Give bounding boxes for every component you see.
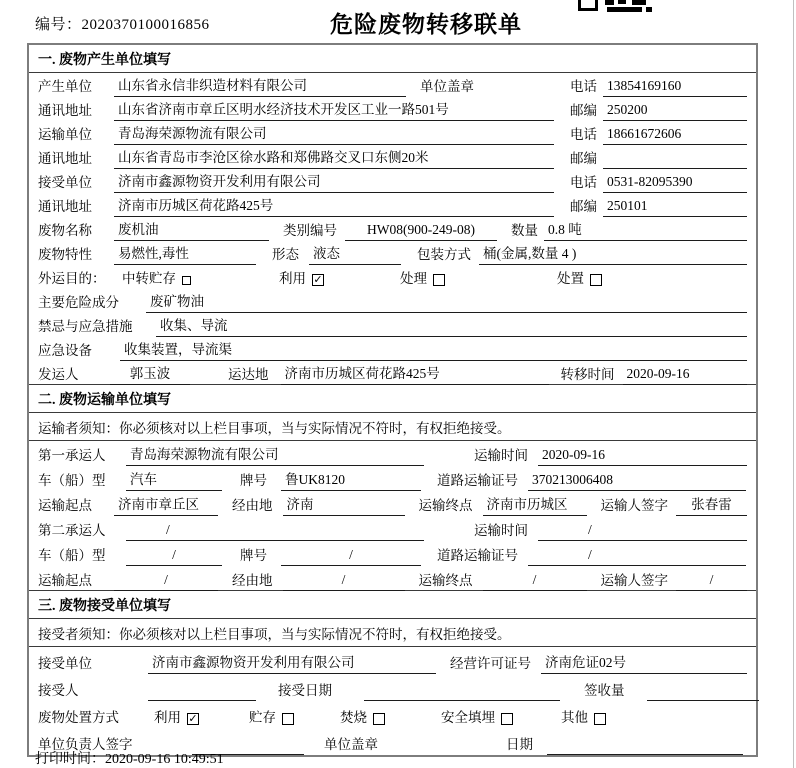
checkbox-disposal-other	[594, 713, 606, 725]
row-transfer-purpose	[29, 265, 756, 289]
producer-address-value: 山东省济南市章丘区明水经济技术开发区工业一路501号	[114, 98, 554, 121]
row-taboo-measures	[29, 313, 756, 337]
page-right-edge	[793, 0, 794, 768]
row-route2	[29, 566, 756, 591]
transport-time1-label: 运输时间	[474, 448, 528, 463]
checkbox-treatment	[433, 274, 445, 286]
row-vehicle-type1	[29, 466, 756, 491]
disposal-utilize-label: 利用	[154, 710, 181, 725]
vehicle-type2-value: /	[126, 547, 222, 566]
received-amount-value	[647, 683, 759, 701]
transport-address-value: 山东省青岛市李沧区徐水路和郑佛路交叉口东侧20米	[114, 146, 554, 169]
road-permit2-label: 道路运输证号	[437, 548, 518, 563]
end1-value: 济南市历城区	[483, 493, 587, 516]
disposal-landfill-label: 安全填埋	[441, 710, 495, 725]
row-disposal-method	[29, 701, 756, 728]
transport-unit-value: 青岛海荣源物流有限公司	[114, 122, 554, 145]
destination-label: 运达地	[228, 367, 269, 382]
end2-label: 运输终点	[418, 573, 473, 588]
quantity-label: 数量	[511, 223, 538, 238]
accept-person-label: 接受人	[38, 683, 79, 698]
receiver-address-label: 通讯地址	[38, 199, 92, 214]
transfer-purpose-label: 外运目的：	[38, 271, 106, 286]
print-time	[35, 748, 224, 768]
producer-unit-label: 产生单位	[38, 79, 92, 94]
page-title: 危险废物转移联单	[330, 12, 522, 37]
qr-code-fragment	[578, 0, 652, 12]
receiver-zip-label: 邮编	[570, 199, 597, 214]
row-receiver-address	[29, 193, 756, 217]
producer-zip-value: 250200	[603, 102, 747, 121]
hazard-component-label: 主要危险成分	[38, 295, 119, 310]
row-emergency-equipment	[29, 337, 756, 361]
vehicle-type2-label: 车（船）型	[38, 548, 106, 563]
destination-value: 济南市历城区荷花路425号	[281, 362, 549, 385]
document-serial	[35, 13, 210, 34]
checkbox-disposal-utilize-checked: ✓	[188, 713, 198, 725]
carrier-sign1-value: 张春雷	[676, 493, 747, 516]
producer-phone-label: 电话	[570, 79, 597, 94]
transfer-date-label: 转移时间	[560, 367, 615, 382]
waste-form-label: 形态	[272, 247, 299, 262]
quantity-value: 0.8 吨	[544, 218, 747, 241]
disposal-method-label: 废物处置方式	[38, 710, 119, 725]
vehicle-type1-label: 车（船）型	[38, 473, 106, 488]
origin2-value: /	[114, 572, 218, 591]
waste-name-label: 废物名称	[38, 223, 92, 238]
waste-form-value: 液态	[309, 242, 401, 265]
row-first-carrier	[29, 441, 756, 466]
waste-name-value: 废机油	[114, 218, 269, 241]
via1-value: 济南	[283, 493, 405, 516]
responsible-sign-label: 单位负责人签字	[38, 737, 133, 752]
checkbox-disposal-storage	[282, 713, 294, 725]
transfer-date-value: 2020-09-16	[623, 366, 748, 385]
second-carrier-value: /	[126, 522, 424, 541]
purpose-treatment-label: 处理	[400, 271, 427, 286]
accept-date-label: 接受日期	[278, 683, 332, 698]
producer-address-label: 通讯地址	[38, 103, 92, 118]
carrier-sign1-label: 运输人签字	[600, 498, 668, 513]
transport-phone-label: 电话	[570, 127, 597, 142]
packing-label: 包装方式	[417, 247, 471, 262]
origin2-label: 运输起点	[38, 573, 92, 588]
row-producer-unit	[29, 73, 756, 97]
emergency-equipment-value: 收集装置，导流渠	[120, 338, 747, 361]
section2-header: 二. 废物运输单位填写	[29, 384, 756, 413]
second-carrier-label: 第二承运人	[38, 523, 106, 538]
row-route1	[29, 491, 756, 516]
receiver-address-value: 济南市历城区荷花路425号	[114, 194, 554, 217]
row-producer-address	[29, 97, 756, 121]
license-number-value: 济南危证02号	[541, 651, 747, 674]
qr-finder-corner	[578, 0, 598, 11]
row-waste-name	[29, 217, 756, 241]
row-accept-person	[29, 674, 756, 701]
plate-number2-value: /	[281, 547, 421, 566]
print-time-label: 打印时间：	[35, 752, 105, 767]
checkbox-disposal	[590, 274, 602, 286]
transport-unit-label: 运输单位	[38, 127, 92, 142]
row-transport-unit	[29, 121, 756, 145]
received-amount-label: 签收量	[584, 683, 625, 698]
disposal-incineration-label: 焚烧	[340, 710, 367, 725]
road-permit1-value: 370213006408	[528, 472, 746, 491]
row-receiver-unit	[29, 169, 756, 193]
via1-label: 经由地	[232, 498, 273, 513]
transport-phone-value: 18661672606	[603, 126, 747, 145]
purpose-utilize-label: 利用	[279, 271, 306, 286]
receiver-phone-value: 0531-82095390	[603, 174, 747, 193]
row-accept-unit	[29, 647, 756, 674]
receiver-notice: 接受者须知：你必须核对以上栏目事项，当与实际情况不符时，有权拒绝接受。	[29, 619, 756, 647]
serial-number: 2020370100016856	[81, 17, 210, 33]
row-vehicle-type2	[29, 541, 756, 566]
section3-header: 三. 废物接受单位填写	[29, 590, 756, 619]
category-code-label: 类别编号	[283, 223, 337, 238]
disposal-other-label: 其他	[561, 710, 588, 725]
end1-label: 运输终点	[418, 498, 473, 513]
accept-unit-value: 济南市鑫源物资开发利用有限公司	[148, 651, 436, 674]
row-consignor	[29, 361, 756, 385]
row-transport-address	[29, 145, 756, 169]
row-hazard-component	[29, 289, 756, 313]
accept-date-value	[364, 683, 560, 701]
unit-seal2-label: 单位盖章	[324, 737, 378, 752]
plate-number1-label: 牌号	[240, 473, 267, 488]
receiver-unit-value: 济南市鑫源物资开发利用有限公司	[114, 170, 554, 193]
consignor-value: 郭玉波	[110, 362, 190, 385]
license-number-label: 经营许可证号	[450, 656, 531, 671]
waste-character-value: 易燃性,毒性	[114, 242, 256, 265]
taboo-measures-value: 收集、导流	[156, 314, 747, 337]
vehicle-type1-value: 汽车	[126, 468, 222, 491]
transport-time2-value: /	[538, 522, 747, 541]
packing-value: 桶(金属,数量 4 )	[479, 242, 747, 265]
first-carrier-label: 第一承运人	[38, 448, 106, 463]
print-time-value: 2020-09-16 10:49:51	[105, 752, 224, 767]
accept-unit-label: 接受单位	[38, 656, 92, 671]
first-carrier-value: 青岛海荣源物流有限公司	[126, 443, 424, 466]
origin1-label: 运输起点	[38, 498, 92, 513]
origin1-value: 济南市章丘区	[114, 493, 218, 516]
road-permit1-label: 道路运输证号	[437, 473, 518, 488]
transport-time2-label: 运输时间	[474, 523, 528, 538]
receiver-zip-value: 250101	[603, 198, 747, 217]
purpose-disposal-label: 处置	[557, 271, 584, 286]
serial-label: 编号：	[35, 17, 82, 33]
checkbox-transfer-storage	[182, 276, 191, 285]
waste-character-label: 废物特性	[38, 247, 92, 262]
row-second-carrier	[29, 516, 756, 541]
transport-zip-label: 邮编	[570, 151, 597, 166]
end2-value: /	[483, 572, 587, 591]
producer-zip-label: 邮编	[570, 103, 597, 118]
emergency-equipment-label: 应急设备	[38, 343, 92, 358]
manifest-form	[27, 43, 758, 757]
transport-time1-value: 2020-09-16	[538, 447, 747, 466]
transport-zip-value	[603, 151, 747, 169]
category-code-value: HW08(900-249-08)	[345, 222, 497, 241]
producer-unit-value: 山东省永信非织造材料有限公司	[114, 74, 406, 97]
plate-number1-value: 鲁UK8120	[281, 468, 421, 491]
consignor-label: 发运人	[38, 367, 79, 382]
receiver-phone-label: 电话	[570, 175, 597, 190]
taboo-measures-label: 禁忌与应急措施	[38, 319, 133, 334]
via2-value: /	[283, 572, 405, 591]
disposal-storage-label: 贮存	[249, 710, 276, 725]
row-waste-character	[29, 241, 756, 265]
checkbox-utilize-checked: ✓	[313, 274, 323, 286]
seal-date-label: 日期	[506, 737, 533, 752]
accept-person-value	[148, 683, 256, 701]
via2-label: 经由地	[232, 573, 273, 588]
checkbox-disposal-landfill	[501, 713, 513, 725]
unit-seal-label: 单位盖章	[420, 79, 474, 94]
carrier-sign2-value: /	[676, 572, 747, 591]
receiver-unit-label: 接受单位	[38, 175, 92, 190]
seal-date-value	[547, 737, 743, 755]
transporter-notice: 运输者须知：你必须核对以上栏目事项，当与实际情况不符时，有权拒绝接受。	[29, 413, 756, 441]
checkbox-disposal-incineration	[373, 713, 385, 725]
road-permit2-value: /	[528, 547, 746, 566]
section1-header: 一. 废物产生单位填写	[29, 45, 756, 73]
plate-number2-label: 牌号	[240, 548, 267, 563]
transport-address-label: 通讯地址	[38, 151, 92, 166]
producer-phone-value: 13854169160	[603, 78, 747, 97]
carrier-sign2-label: 运输人签字	[600, 573, 668, 588]
hazard-component-value: 废矿物油	[146, 290, 747, 313]
purpose-transfer-storage-label: 中转贮存	[122, 271, 176, 286]
